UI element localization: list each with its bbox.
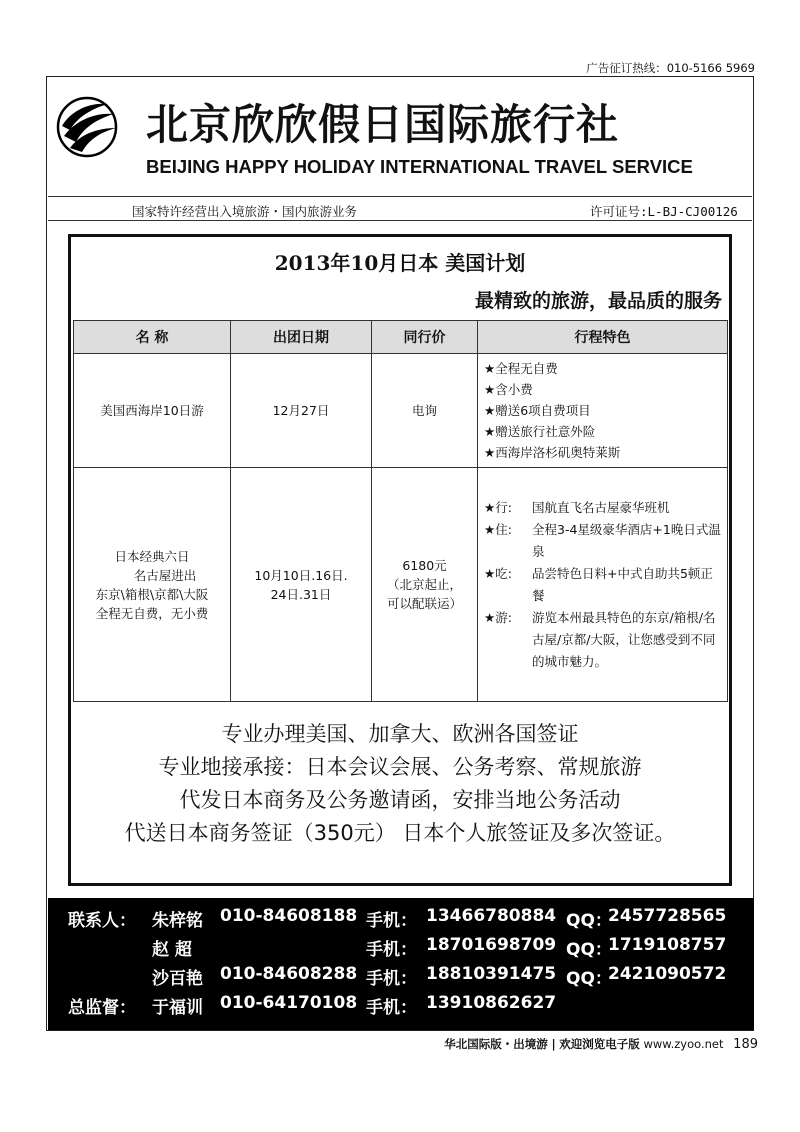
column-header-features: 行程特色 — [478, 321, 728, 354]
tour-date-line: 12月27日 — [272, 403, 330, 418]
table-row — [74, 468, 728, 702]
qq-label: QQ： — [566, 940, 612, 960]
tour-price — [372, 468, 478, 702]
feature-item: ★含小费 — [484, 382, 533, 397]
divider — [48, 196, 752, 197]
contact-block — [48, 898, 754, 1030]
contact-phone: 010-84608288 — [220, 964, 358, 984]
contact-row — [48, 993, 754, 1022]
feature-text: 全程3-4星级豪华酒店+1晚日式温泉 — [532, 521, 721, 559]
contact-name: 朱梓铭 — [152, 911, 203, 931]
feature-label: ★游: — [484, 609, 512, 625]
contact-phone: 010-84608188 — [220, 906, 358, 926]
tour-dates — [231, 354, 372, 468]
feature-text: 游览本州最具特色的东京/箱根/名古屋/京都/大阪，让您感受到不同的城市魅力。 — [532, 609, 716, 669]
footer-url[interactable]: www.zyoo.net — [643, 1037, 724, 1051]
tour-price-line: 6180元 — [402, 558, 447, 573]
tour-name — [74, 468, 231, 702]
contact-row — [48, 964, 754, 993]
column-header-name: 名 称 — [74, 321, 231, 354]
mobile-label: 手机： — [366, 940, 417, 960]
contact-name: 沙百艳 — [152, 969, 203, 989]
plan-title: 2013年10月日本 美国计划 — [274, 251, 526, 275]
column-header-price: 同行价 — [372, 321, 478, 354]
contact-row — [48, 935, 754, 964]
service-line: 专业办理美国、加拿大、欧洲各国签证 — [221, 722, 579, 746]
tour-table — [73, 320, 728, 702]
tour-name-line: 日本经典六日 — [114, 548, 190, 564]
ad-hotline: 广告征订热线：010-5166 5969 — [586, 61, 755, 75]
feature-item: ★西海岸洛杉矶奥特莱斯 — [484, 445, 621, 460]
feature-label: ★住: — [484, 521, 512, 537]
tour-name-line: 名古屋进出 — [133, 567, 197, 583]
contact-name: 于福训 — [152, 998, 203, 1018]
tour-dates — [231, 468, 372, 702]
contact-qq: 2421090572 — [608, 964, 727, 984]
footer-separator: | — [551, 1037, 556, 1051]
service-line: 专业地接承接：日本会议会展、公务考察、常规旅游 — [158, 755, 642, 779]
tour-price-line: 可以配联运） — [386, 596, 462, 611]
business-scope: 国家特许经营出入境旅游・国内旅游业务 — [132, 204, 358, 219]
qq-label: QQ： — [566, 911, 612, 931]
services-list — [73, 718, 727, 850]
feature-item — [484, 607, 721, 673]
feature-item: ★赠送旅行社意外险 — [484, 424, 596, 439]
column-header-date: 出团日期 — [231, 321, 372, 354]
service-line: 代发日本商务及公务邀请函，安排当地公务活动 — [179, 788, 621, 812]
tour-features — [478, 354, 728, 468]
divider — [48, 220, 752, 221]
table-header-row — [74, 321, 728, 354]
tour-name-line: 全程无自费，无小费 — [95, 605, 209, 621]
license-number: 许可证号:L-BJ-CJ00126 — [590, 204, 738, 219]
service-line: 代送日本商务签证（350元） 日本个人旅签证及多次签证。 — [124, 821, 676, 845]
agency-logo-icon — [56, 96, 118, 158]
feature-item — [484, 563, 721, 607]
contact-qq: 2457728565 — [608, 906, 727, 926]
contact-name: 赵 超 — [152, 940, 192, 960]
contact-phone: 010-64170108 — [220, 993, 358, 1013]
page-number: 189 — [733, 1037, 758, 1052]
contact-mobile: 18701698709 — [426, 935, 557, 955]
feature-text: 品尝特色日料+中式自助共5顿正餐 — [532, 565, 713, 603]
feature-item — [484, 519, 721, 563]
contact-row — [48, 906, 754, 935]
feature-label: ★吃: — [484, 565, 512, 581]
feature-item: ★全程无自费 — [484, 361, 558, 376]
feature-item — [484, 497, 721, 519]
agency-title-cn: 北京欣欣假日国际旅行社 — [146, 100, 620, 149]
tour-price-line: 电询 — [411, 403, 437, 418]
qq-label: QQ： — [566, 969, 612, 989]
tour-name-line: 东京\箱根\京都\大阪 — [95, 586, 209, 602]
feature-label: ★行: — [484, 499, 512, 515]
tour-name — [74, 354, 231, 468]
plan-slogan: 最精致的旅游，最品质的服务 — [474, 290, 722, 312]
agency-title-en: BEIJING HAPPY HOLIDAY INTERNATIONAL TRAVEL SERVICE — [146, 156, 693, 177]
table-row — [74, 354, 728, 468]
contact-mobile: 13466780884 — [426, 906, 557, 926]
contact-mobile: 13910862627 — [426, 993, 557, 1013]
footer-slogan: 欢迎浏览电子版 — [559, 1037, 640, 1051]
tour-date-line: 10月10日.16日. — [254, 567, 348, 583]
feature-text: 国航直飞名古屋豪华班机 — [532, 499, 670, 515]
mobile-label: 手机： — [366, 969, 417, 989]
tour-price-line: （北京起止， — [386, 577, 462, 592]
feature-item: ★赠送6项自费项目 — [484, 403, 591, 418]
tour-features — [478, 468, 728, 702]
tour-name-line: 美国西海岸10日游 — [100, 403, 204, 418]
tour-date-line: 24日.31日 — [270, 586, 332, 602]
tour-price — [372, 354, 478, 468]
contact-mobile: 18810391475 — [426, 964, 557, 984]
contact-qq: 1719108757 — [608, 935, 727, 955]
contact-role: 总监督： — [68, 998, 136, 1018]
page-footer — [380, 1036, 758, 1052]
footer-edition: 华北国际版・出境游 — [444, 1037, 548, 1051]
mobile-label: 手机： — [366, 998, 417, 1018]
mobile-label: 手机： — [366, 911, 417, 931]
contact-role: 联系人： — [68, 911, 136, 931]
